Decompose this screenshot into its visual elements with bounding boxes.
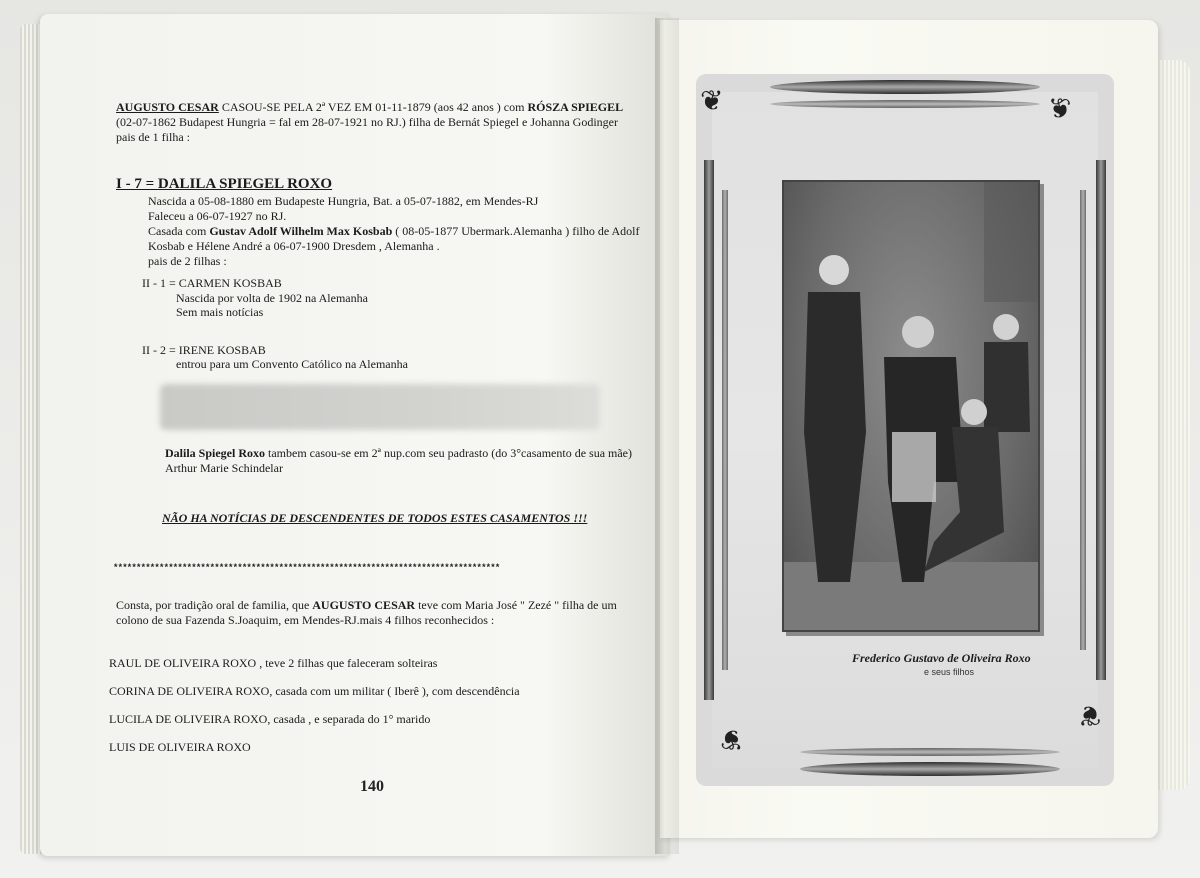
spouse-line-name: Gustav Adolf Wilhelm Max Kosbab [209, 224, 393, 238]
remarriage-name: Dalila Spiegel Roxo [165, 446, 266, 460]
child-1-detail-2: Sem mais notícias [176, 305, 264, 319]
spouse-name: RÓSZA SPIEGEL [527, 100, 624, 114]
oral-tradition-line-1 [116, 598, 617, 612]
child-1-title: II - 1 = CARMEN KOSBAB [142, 276, 282, 290]
corner-ornament-icon: ❦ [1078, 699, 1102, 730]
frame-left-bar-inner [722, 190, 728, 670]
son-raul: RAUL DE OLIVEIRA ROXO , teve 2 filhas que faleceram solteiras [109, 656, 438, 670]
remarriage-line-1 [165, 446, 632, 460]
frame-bottom-bar [800, 762, 1060, 776]
marriage-line-3: pais de 1 filha : [116, 130, 190, 144]
oral-tradition-line-2: colono de sua Fazenda S.Joaquim, em Mendes-RJ.mais 4 filhos reconhecidos : [116, 613, 495, 627]
frame-top-bar [770, 80, 1040, 94]
child-2-detail: entrou para um Convento Católico na Alemanha [176, 357, 408, 371]
oral-text-b: teve com Maria José " Zezé " filha de um [415, 598, 617, 612]
spouse-line [148, 224, 640, 238]
page-number: 140 [360, 778, 384, 795]
corner-ornament-icon: ❦ [720, 723, 744, 754]
birth-line: Nascida a 05-08-1880 em Budapeste Hungria, Bat. a 05-07-1882, em Mendes-RJ [148, 194, 539, 208]
remarriage-text: tambem casou-se em 2ª nup.com seu padrasto (do 3°casamento de sua mãe) [265, 446, 633, 460]
frame-right-bar [1096, 160, 1106, 680]
notice-line: NÃO HA NOTÍCIAS DE DESCENDENTES DE TODOS ESTES CASAMENTOS !!! [162, 511, 588, 525]
family-photo-figures [784, 182, 1038, 630]
children-count-line: pais de 2 filhas : [148, 254, 227, 268]
death-line: Faleceu a 06-07-1927 no RJ. [148, 209, 287, 223]
son-luis: LUIS DE OLIVEIRA ROXO [109, 740, 251, 754]
star-divider: ************************************************************************************ [113, 563, 500, 573]
marriage-text: CASOU-SE PELA 2ª VEZ EM 01-11-1879 (aos 42 anos ) com [218, 100, 528, 114]
spouse-line-prefix: Casada com [148, 224, 210, 238]
child-1-detail-1: Nascida por volta de 1902 na Alemanha [176, 291, 368, 305]
oral-text-a: Consta, por tradição oral de familia, que [116, 598, 313, 612]
section-heading: I - 7 = DALILA SPIEGEL ROXO [116, 176, 333, 192]
remarriage-line-2: Arthur Marie Schindelar [165, 461, 283, 475]
family-photo [782, 180, 1040, 632]
spouse-parents-line: Kosbab e Hélene André a 06-07-1900 Dresdem , Alemanha . [148, 239, 440, 253]
marriage-line-2: (02-07-1862 Budapest Hungria = fal em 28-07-1921 no RJ.) filha de Bernát Spiegel e Johanna Godinger [116, 115, 618, 129]
redacted-block [160, 384, 600, 430]
person-name: AUGUSTO CESAR [116, 100, 219, 114]
child-2-title: II - 2 = IRENE KOSBAB [142, 343, 266, 357]
corner-ornament-icon: ❦ [1048, 94, 1072, 125]
frame-bottom-bar-inner [800, 748, 1060, 756]
daughter-lucila: LUCILA DE OLIVEIRA ROXO, casada , e separada do 1° marido [109, 712, 431, 726]
marriage-line-1 [116, 100, 623, 114]
book-gutter [655, 18, 679, 854]
corner-ornament-icon: ❦ [700, 86, 724, 117]
photo-caption: Frederico Gustavo de Oliveira Roxo [852, 651, 1031, 665]
photo-subcaption: e seus filhos [924, 667, 975, 677]
frame-top-bar-inner [770, 100, 1040, 108]
daughter-corina: CORINA DE OLIVEIRA ROXO, casada com um militar ( Iberê ), com descendência [109, 684, 520, 698]
spouse-line-suffix: ( 08-05-1877 Ubermark.Alemanha ) filho de Adolf [392, 224, 640, 238]
oral-name: AUGUSTO CESAR [312, 598, 416, 612]
frame-right-bar-inner [1080, 190, 1086, 650]
frame-left-bar [704, 160, 714, 700]
